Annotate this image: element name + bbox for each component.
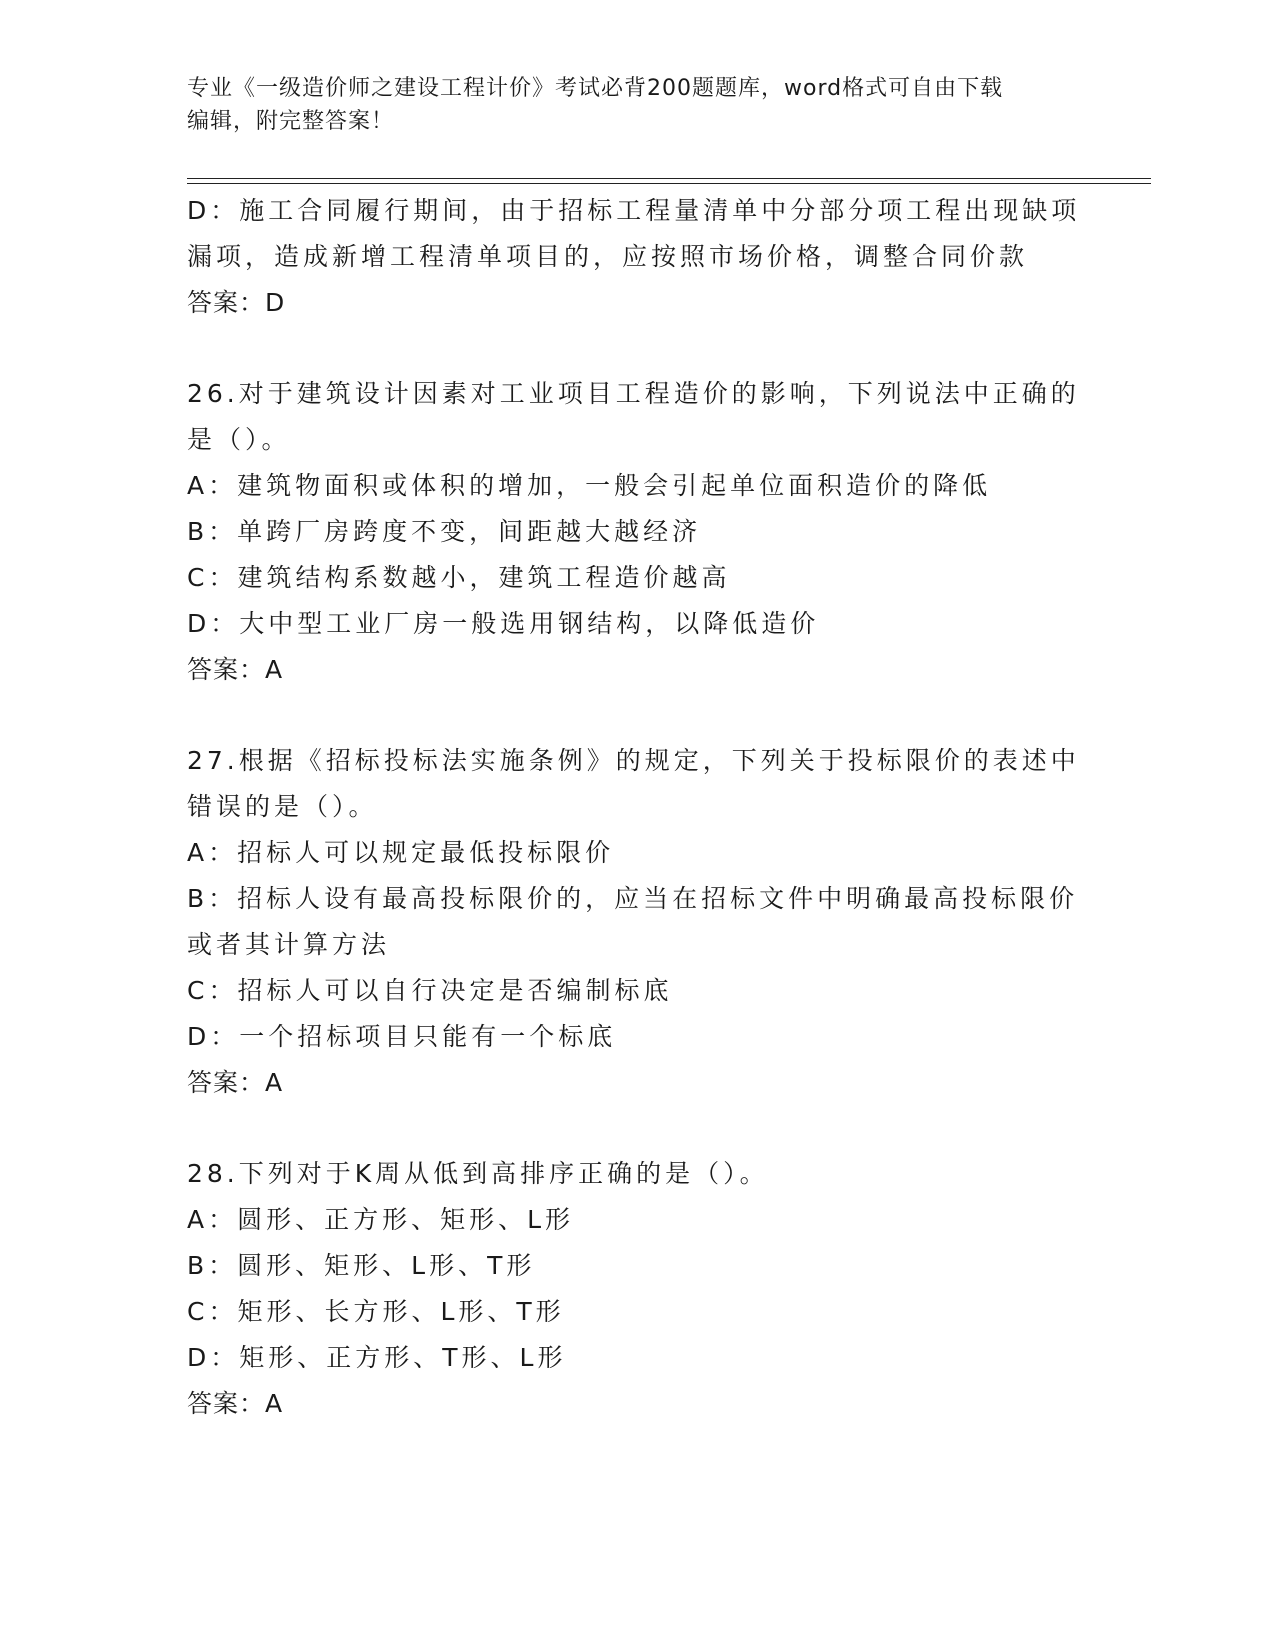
q26-stem-line-2: 是（）。: [187, 425, 291, 454]
q25-option-d-line-1: D：施工合同履行期间，由于招标工程量清单中分部分项工程出现缺项: [187, 196, 1081, 225]
q26-stem-line-1: 26.对于建筑设计因素对工业项目工程造价的影响，下列说法中正确的: [187, 379, 1080, 408]
q25-answer: 答案：D: [187, 288, 286, 317]
question-27: [187, 738, 1087, 1106]
q27-option-d: D：一个招标项目只能有一个标底: [187, 1022, 617, 1051]
q26-option-d: D：大中型工业厂房一般选用钢结构，以降低造价: [187, 609, 820, 638]
question-25-fragment: [187, 188, 1087, 326]
question-spacer: [187, 326, 1087, 371]
q26-option-b: B：单跨厂房跨度不变，间距越大越经济: [187, 517, 702, 546]
q27-option-b-line-1: B：招标人设有最高投标限价的，应当在招标文件中明确最高投标限价: [187, 884, 1079, 913]
document-header: [187, 72, 1087, 138]
q28-option-b: B：圆形、矩形、L形、T形: [187, 1251, 536, 1280]
q27-option-a: A：招标人可以规定最低投标限价: [187, 838, 615, 867]
question-26: [187, 371, 1087, 693]
q26-option-a: A：建筑物面积或体积的增加，一般会引起单位面积造价的降低: [187, 471, 992, 500]
question-spacer: [187, 1106, 1087, 1151]
header-divider-bottom: [187, 183, 1151, 184]
question-28: [187, 1151, 1087, 1427]
header-line-1: 专业《一级造价师之建设工程计价》考试必背200题题库，word格式可自由下载: [187, 76, 1004, 101]
question-list: [187, 188, 1087, 1427]
header-divider-top: [187, 178, 1151, 179]
q28-option-d: D：矩形、正方形、T形、L形: [187, 1343, 567, 1372]
q28-answer: 答案：A: [187, 1389, 284, 1418]
q25-option-d-line-2: 漏项，造成新增工程清单项目的，应按照市场价格，调整合同价款: [187, 242, 1029, 271]
q26-answer: 答案：A: [187, 655, 284, 684]
q27-answer: 答案：A: [187, 1068, 284, 1097]
q28-option-c: C：矩形、长方形、L形、T形: [187, 1297, 565, 1326]
header-line-2: 编辑，附完整答案！: [187, 109, 395, 134]
q27-option-c: C：招标人可以自行决定是否编制标底: [187, 976, 673, 1005]
q27-stem-line-2: 错误的是（）。: [187, 792, 378, 821]
q27-option-b-line-2: 或者其计算方法: [187, 930, 391, 959]
q28-option-a: A：圆形、正方形、矩形、L形: [187, 1205, 575, 1234]
q26-option-c: C：建筑结构系数越小，建筑工程造价越高: [187, 563, 731, 592]
q27-stem-line-1: 27.根据《招标投标法实施条例》的规定，下列关于投标限价的表述中: [187, 746, 1080, 775]
question-spacer: [187, 693, 1087, 738]
q28-stem-line-1: 28.下列对于K周从低到高排序正确的是（）。: [187, 1159, 769, 1188]
